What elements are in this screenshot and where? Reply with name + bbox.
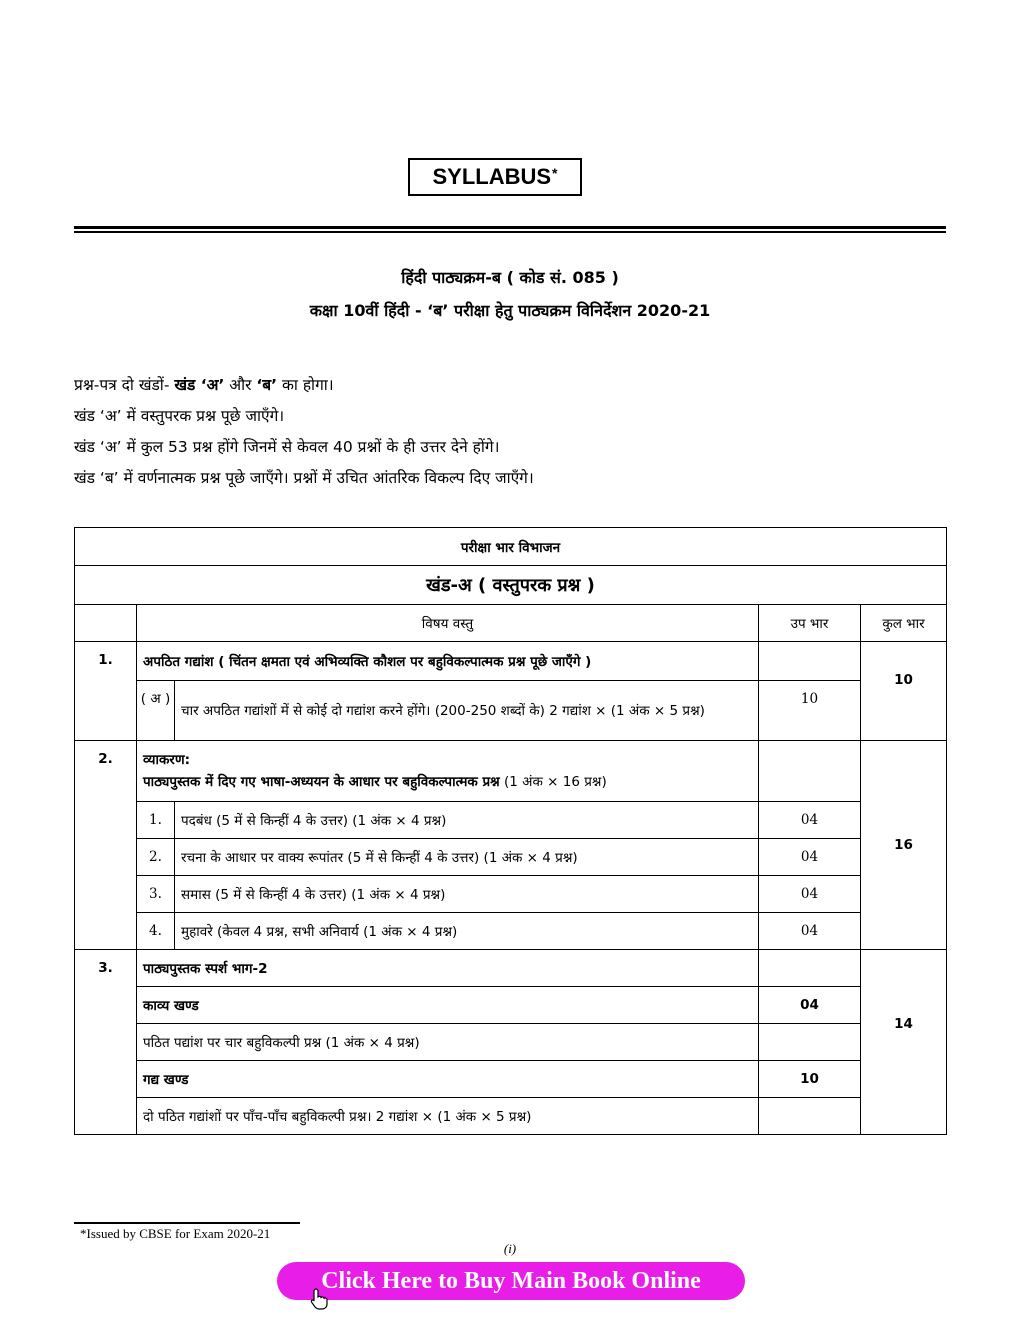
kavya-marks: 04: [759, 987, 861, 1024]
heading-line-1: हिंदी पाठ्यक्रम-ब ( कोड सं. 085 ): [401, 268, 619, 287]
q2-item-text: मुहावरे (केवल 4 प्रश्न, सभी अनिवार्य (1 अंक × 4 प्रश्न): [175, 913, 759, 950]
table-row: [75, 642, 947, 681]
syllabus-title-box: [408, 158, 582, 196]
heading-line-2: कक्षा 10वीं हिंदी - ‘ब’ परीक्षा हेतु पाठ्यक्रम विनिर्देशन 2020-21: [309, 301, 711, 320]
q2-title: [137, 741, 759, 802]
hand-cursor-icon: [310, 1288, 328, 1310]
q1-sub-text: चार अपठित गद्यांशों में से कोई दो गद्यांश करने होंगे। (200-250 शब्दों के) 2 गद्यांश × (1 अंक × 5 प्रश्न): [175, 681, 759, 741]
q2-item-text: समास (5 में से किन्हीं 4 के उत्तर) (1 अंक × 4 प्रश्न): [175, 876, 759, 913]
q3-number: 3.: [75, 950, 137, 1135]
buy-book-button[interactable]: Click Here to Buy Main Book Online: [277, 1262, 745, 1300]
q2-title-line-1: व्याकरण:: [143, 752, 190, 768]
q1-sub-marks: 10: [759, 681, 861, 741]
table-row: [75, 987, 947, 1024]
col-header-total-marks: कुल भार: [861, 605, 947, 642]
intro-line-2: खंड ‘अ’ में वस्तुपरक प्रश्न पूछे जाएँगे।: [74, 407, 285, 425]
intro-line-1: प्रश्न-पत्र दो खंडों- खंड ‘अ’ और ‘ब’ का होगा।: [74, 376, 334, 394]
intro-text: [74, 370, 946, 494]
table-row: [75, 741, 947, 802]
table-row: [75, 1024, 947, 1061]
q2-item-marks: 04: [759, 913, 861, 950]
q2-item-marks: 04: [759, 802, 861, 839]
gadya-title: गद्य खण्ड: [137, 1061, 759, 1098]
table-row: [75, 566, 947, 605]
table-row: [75, 1098, 947, 1135]
syllabus-asterisk: *: [552, 165, 558, 181]
q2-number: 2.: [75, 741, 137, 950]
col-header-sub-marks: उप भार: [759, 605, 861, 642]
q2-item-number: 3.: [137, 876, 175, 913]
q2-item-text: पदबंध (5 में से किन्हीं 4 के उत्तर) (1 अंक × 4 प्रश्न): [175, 802, 759, 839]
q3-total: 14: [861, 950, 947, 1135]
q2-item-number: 2.: [137, 839, 175, 876]
header-rule-thick: [74, 226, 946, 229]
q1-total: 10: [861, 642, 947, 741]
q2-item-text: रचना के आधार पर वाक्य रूपांतर (5 में से किन्हीं 4 के उत्तर) (1 अंक × 4 प्रश्न): [175, 839, 759, 876]
col-header-subject: विषय वस्तु: [137, 605, 759, 642]
table-row: [75, 681, 947, 741]
q3-title: पाठ्यपुस्तक स्पर्श भाग-2: [137, 950, 759, 987]
q2-item-number: 4.: [137, 913, 175, 950]
table-row: [75, 950, 947, 987]
table-row: [75, 839, 947, 876]
q2-title-line-2: पाठ्यपुस्तक में दिए गए भाषा-अध्ययन के आधार पर बहुविकल्पात्मक प्रश्न (1 अंक × 16 प्रश्न): [143, 774, 607, 790]
q2-item-number: 1.: [137, 802, 175, 839]
table-row: [75, 1061, 947, 1098]
q1-sub-label: ( अ ): [137, 681, 175, 741]
page-number: (i): [503, 1241, 517, 1256]
table-row: [75, 876, 947, 913]
kavya-title: काव्य खण्ड: [137, 987, 759, 1024]
kavya-text: पठित पद्यांश पर चार बहुविकल्पी प्रश्न (1 अंक × 4 प्रश्न): [137, 1024, 759, 1061]
table-row: [75, 913, 947, 950]
section-title: खंड-अ ( वस्तुपरक प्रश्न ): [75, 566, 947, 605]
marks-distribution-table: [74, 527, 947, 1135]
gadya-marks: 10: [759, 1061, 861, 1098]
footnote-divider: [74, 1222, 300, 1224]
q2-item-marks: 04: [759, 839, 861, 876]
syllabus-title: SYLLABUS: [432, 164, 552, 189]
intro-line-4: खंड ‘ब’ में वर्णनात्मक प्रश्न पूछे जाएँगे। प्रश्नों में उचित आंतरिक विकल्प दिए जाएँगे।: [74, 469, 534, 487]
footnote: *Issued by CBSE for Exam 2020-21: [80, 1226, 271, 1241]
q2-item-marks: 04: [759, 876, 861, 913]
q1-title: अपठित गद्यांश ( चिंतन क्षमता एवं अभिव्यक्ति कौशल पर बहुविकल्पात्मक प्रश्न पूछे जाएँगे ): [137, 642, 759, 681]
gadya-text: दो पठित गद्यांशों पर पाँच-पाँच बहुविकल्पी प्रश्न। 2 गद्यांश × (1 अंक × 5 प्रश्न): [137, 1098, 759, 1135]
table-row: [75, 605, 947, 642]
table-caption: परीक्षा भार विभाजन: [75, 528, 947, 566]
intro-line-3: खंड ‘अ’ में कुल 53 प्रश्न होंगे जिनमें से केवल 40 प्रश्नों के ही उत्तर देने होंगे।: [74, 438, 500, 456]
q2-total: 16: [861, 741, 947, 950]
q1-number: 1.: [75, 642, 137, 741]
header-rule-thin: [74, 231, 946, 233]
table-row: [75, 802, 947, 839]
table-row: [75, 528, 947, 566]
